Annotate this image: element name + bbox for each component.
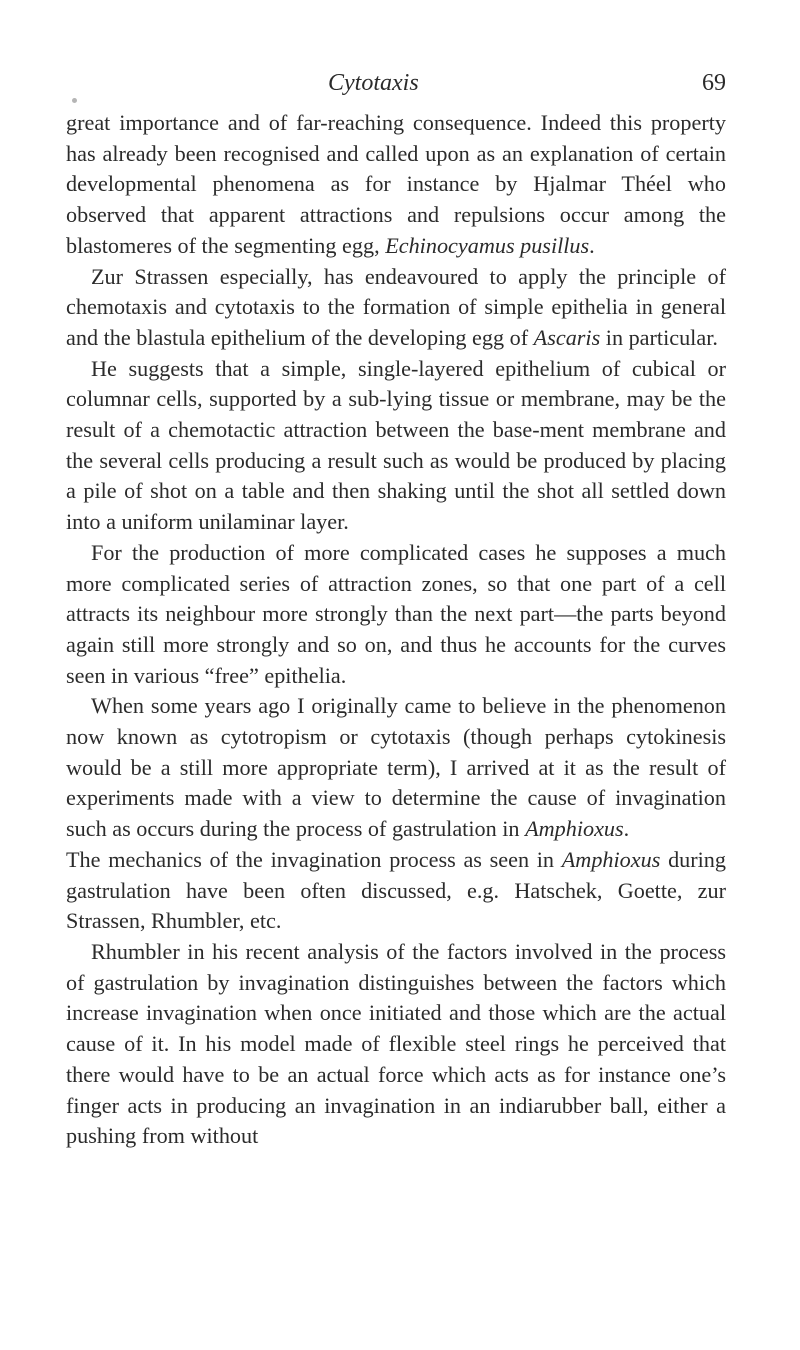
paragraph-1	[66, 108, 726, 262]
species-name: Amphioxus	[561, 846, 661, 872]
paragraph-text: .	[623, 816, 630, 842]
print-speck	[72, 98, 77, 103]
paragraph-6	[66, 845, 726, 937]
paragraph-text: .	[589, 232, 595, 258]
book-page	[66, 70, 726, 1152]
paragraph-4	[66, 538, 726, 692]
paragraph-text: For the production of more complicated cases he supposes a much more complicated series of attraction zones, so that one part of a cell attracts its neighbour more strongly than the next part—the parts beyond again still more strongly and so on, and thus he accounts for the curves seen in various “free” epithelia.	[66, 539, 726, 688]
paragraph-text: The mechanics of the invagination process as seen in	[66, 846, 562, 872]
species-name: Amphioxus	[525, 816, 624, 842]
paragraph-2	[66, 262, 726, 354]
paragraph-5	[66, 691, 726, 845]
species-name: Ascaris	[533, 324, 601, 350]
species-name: Echinocyamus pusillus	[385, 232, 590, 258]
paragraph-text: Zur Strassen especially, has endeavoured to apply the principle of chemotaxis and cytotaxis to the formation of simple epithelia in general and the blastula epithelium of the developing egg of	[66, 263, 726, 350]
body-text	[66, 108, 726, 1152]
running-head	[66, 70, 726, 100]
running-title: Cytotaxis	[328, 70, 419, 96]
paragraph-text: Rhumbler in his recent analysis of the factors involved in the process of gastrulation by invagination distinguishes between the factors which increase invagination when once initiated and those which are the actual cause of it. In his model made of flexible steel rings he perceived that there would have to be an actual force which acts as for instance one’s finger acts in producing an invagination in an indiarubber ball, either a pushing from without	[66, 938, 726, 1149]
paragraph-text: during gastrulation have been often discussed, e.g. Hatschek, Goette, zur Strassen, Rhumbler, etc.	[66, 846, 726, 934]
paragraph-text: He suggests that a simple, single-layered epithelium of cubical or columnar cells, supported by a sub-lying tissue or membrane, may be the result of a chemotactic attraction between the base-ment membrane and the several cells producing a result such as would be produced by placing a pile of shot on a table and then shaking until the shot all settled down into a uniform unilaminar layer.	[66, 355, 726, 535]
paragraph-3	[66, 354, 726, 538]
paragraph-text: When some years ago I originally came to believe in the phenomenon now known as cytotropism or cytotaxis (though perhaps cytokinesis would be a still more appropriate term), I arrived at it as the result of experiments made with a view to determine the cause of invagination such as occurs during the process of gastrulation in	[66, 693, 726, 842]
page-number: 69	[702, 70, 726, 96]
paragraph-7	[66, 937, 726, 1152]
paragraph-text: great importance and of far-reaching consequence. Indeed this property has already been recognised and called upon as an explanation of certain developmental phenomena as for instance by Hjalmar Théel who observed that apparent attractions and repulsions occur among the blastomeres of the segmenting egg,	[66, 110, 726, 258]
paragraph-text: in particular.	[600, 324, 718, 350]
